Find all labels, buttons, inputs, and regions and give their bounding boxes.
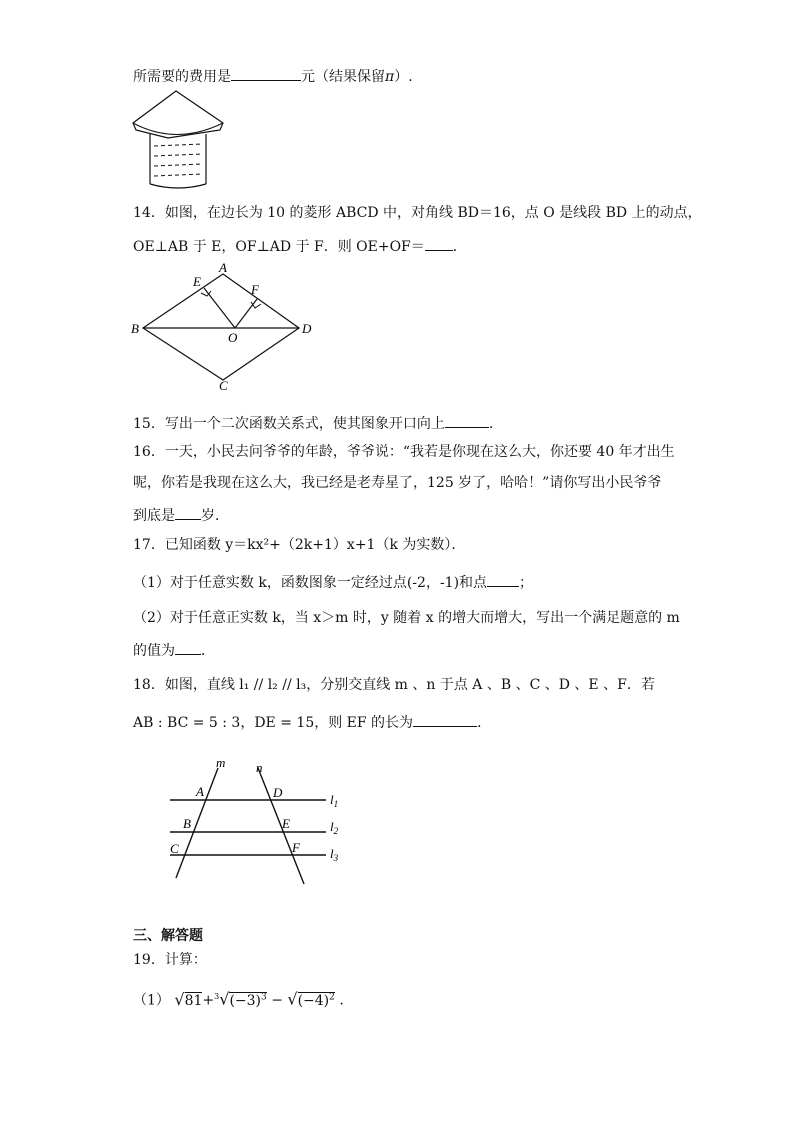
- q17-part3: [133, 640, 215, 660]
- answer-blank[interactable]: [175, 505, 201, 520]
- label-c: C: [219, 378, 228, 392]
- label-n: n: [256, 760, 263, 775]
- answer-blank[interactable]: [413, 712, 477, 727]
- label-l1: $l_1$: [330, 792, 339, 809]
- label-l3: $l_3$: [330, 846, 339, 863]
- label-d: D: [273, 785, 283, 800]
- q15-text: 15．写出一个二次函数关系式，使其图象开口向上: [133, 416, 445, 432]
- q18-line2: [133, 712, 491, 732]
- label-f: F: [292, 840, 300, 855]
- q14-line1: 14．如图，在边长为 10 的菱形 ABCD 中，对角线 BD＝16，点 O 是线段 BD 上的动点，: [133, 205, 702, 221]
- cylinder-bottom: [150, 184, 206, 188]
- q19-stem: 19．计算：: [133, 952, 207, 968]
- label-o: O: [228, 330, 238, 345]
- label-f: F: [251, 282, 259, 297]
- answer-blank[interactable]: [175, 640, 201, 655]
- q15-line: [133, 413, 493, 433]
- label-b: B: [183, 816, 191, 831]
- q17-part2: （2）对于任意正实数 k，当 x＞m 时，y 随着 x 的增大而增大，写出一个满足题意的 m: [133, 610, 680, 626]
- q16-line3: [133, 505, 229, 525]
- sqrt-81: √81: [174, 989, 203, 1009]
- parallel-lines-figure: [160, 752, 360, 887]
- q18-line1: 18．如图，直线 l₁ // l₂ // l₃，分别交直线 m 、n 于点 A 、B 、C 、D 、E 、F．若: [133, 677, 655, 693]
- label-l2: $l_2$: [330, 819, 339, 836]
- label-e: E: [282, 816, 290, 831]
- label-b: B: [131, 321, 139, 336]
- q15-end: .: [488, 416, 494, 432]
- cube-root-term: $^3√(-3)^3$: [214, 989, 267, 1009]
- q14-line2-text: OE⊥AB 于 E，OF⊥AD 于 F．则 OE+OF＝: [133, 239, 425, 255]
- q17-part3-end: ．: [201, 643, 215, 659]
- section-title: 三、解答题: [133, 928, 203, 944]
- q14-line2: [133, 236, 467, 256]
- sqrt-square-term: $√(-4)^2$: [287, 989, 335, 1009]
- q17-part3-text: 的值为: [133, 643, 175, 659]
- label-e: E: [193, 274, 201, 289]
- q17-part1-text: （1）对于任意实数 k，函数图象一定经过点(-2，-1)和点: [133, 575, 488, 591]
- label-m: m: [216, 755, 226, 770]
- cylinder-dashes: [154, 144, 202, 176]
- rhombus-figure: [125, 262, 325, 392]
- q17-stem: 17．已知函数 y＝kx²+（2k+1）x+1（k 为实数）．: [133, 537, 466, 553]
- label-c: C: [170, 841, 179, 856]
- q13-prefix: 所需要的费用是: [133, 69, 231, 85]
- segment-of: [235, 299, 257, 328]
- q16-line3-text: 到底是: [133, 508, 175, 524]
- answer-blank[interactable]: [425, 236, 453, 251]
- cone-roof: [133, 91, 223, 138]
- q16-end: 岁．: [201, 508, 229, 524]
- answer-blank[interactable]: [487, 572, 519, 587]
- q13-end: ）.: [394, 69, 413, 85]
- q14-end: ．: [452, 239, 467, 255]
- q16-line1: 16．一天，小民去问爷爷的年龄，爷爷说：“我若是你现在这么大，你还要 40 年才出生: [133, 444, 675, 460]
- rhombus-abcd: [143, 274, 299, 380]
- q19-part1-label: （1）: [133, 992, 170, 1009]
- pi-symbol: π: [385, 69, 395, 85]
- q17-part1-end: ；: [519, 575, 534, 591]
- answer-blank[interactable]: [231, 66, 301, 81]
- q16-line2: 呢，你若是我现在这么大，我已经是老寿星了，125 岁了，哈哈！”请你写出小民爷爷: [133, 475, 662, 491]
- hut-figure: [128, 88, 228, 193]
- label-a: A: [219, 262, 227, 275]
- answer-blank[interactable]: [445, 413, 489, 428]
- q19-part1: （1） $√81+^3√(-3)^3 - √(-4)^2$ .: [133, 985, 344, 1013]
- q18-end: ．: [477, 715, 492, 731]
- q13-line: [133, 66, 413, 86]
- right-angle-f: [251, 302, 261, 308]
- label-d: D: [302, 321, 312, 336]
- q18-line2-text: AB : BC = 5 : 3，DE = 15，则 EF 的长为: [133, 715, 414, 731]
- label-a: A: [196, 784, 204, 799]
- q13-suffix: 元（结果保留: [301, 69, 385, 85]
- q17-part1: [133, 572, 533, 592]
